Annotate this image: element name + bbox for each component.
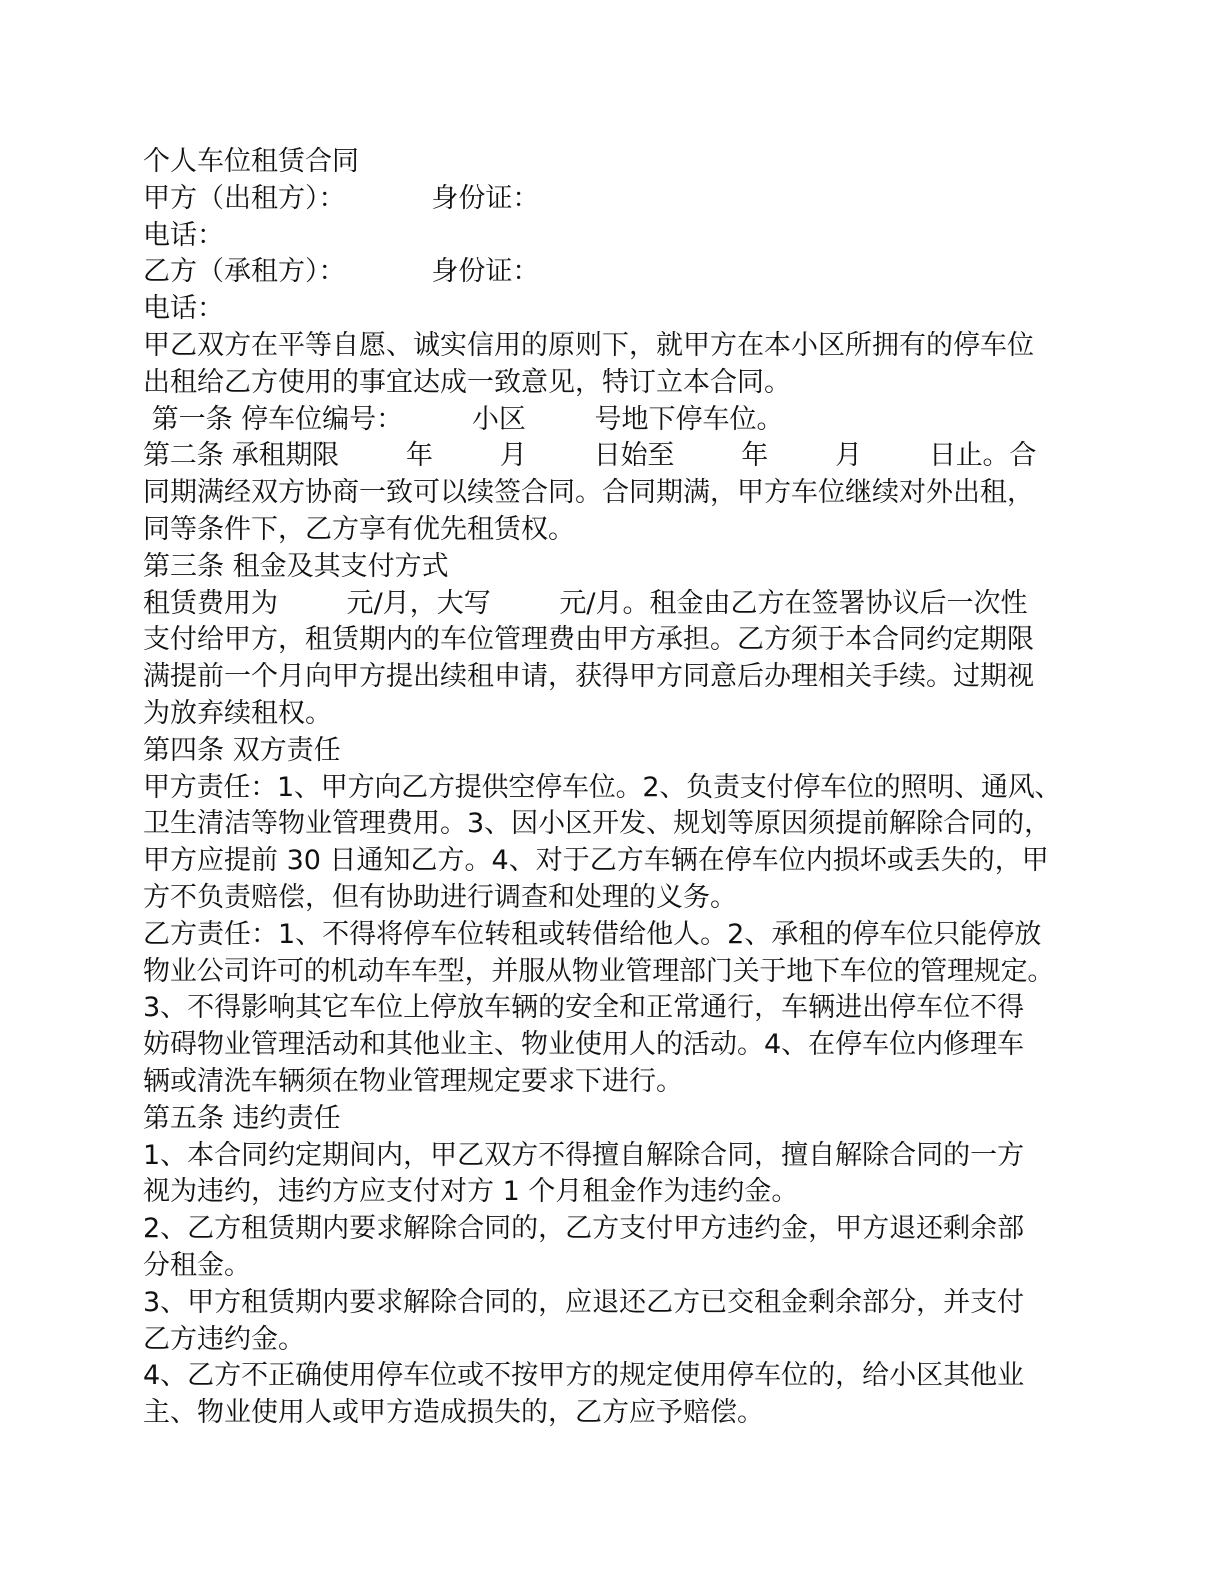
text-line: 1、本合同约定期间内，甲乙双方不得擅自解除合同，擅自解除合同的一方: [143, 1139, 1025, 1171]
text-line: 甲方（出租方）： 身份证：: [143, 182, 540, 214]
text-line: 乙方（承租方）： 身份证：: [143, 256, 540, 288]
text-line: 同等条件下，乙方享有优先租赁权。: [143, 513, 575, 545]
text-line: 电话：: [143, 293, 224, 325]
text-line: 第三条 租金及其支付方式: [143, 550, 449, 582]
contract-page: [143, 144, 1083, 1432]
text-line: 方不负责赔偿，但有协助进行调查和处理的义务。: [143, 881, 737, 913]
text-line: 租赁费用为 元/月，大写 元/月。租金由乙方在签署协议后一次性: [143, 587, 1028, 619]
text-line: 同期满经双方协商一致可以续签合同。合同期满，甲方车位继续对外出租，: [143, 477, 1034, 509]
document-title: 个人车位租赁合同: [143, 146, 359, 177]
text-line: 乙方责任：1、不得将停车位转租或转借给他人。2、承租的停车位只能停放: [143, 918, 1042, 950]
text-line: 第二条 承租期限 年 月 日始至 年 月 日止。合: [143, 440, 1037, 472]
text-line: 乙方违约金。: [143, 1323, 305, 1355]
text-line: 甲方责任：1、甲方向乙方提供空停车位。2、负责支付停车位的照明、通风、: [143, 771, 1062, 803]
text-line: 出租给乙方使用的事宜达成一致意见，特订立本合同。: [143, 366, 791, 398]
text-line: 满提前一个月向甲方提出续租申请，获得甲方同意后办理相关手续。过期视: [143, 661, 1034, 693]
text-line: 第四条 双方责任: [143, 734, 341, 766]
text-line: 辆或清洗车辆须在物业管理规定要求下进行。: [143, 1065, 683, 1097]
text-line: 主、物业使用人或甲方造成损失的，乙方应予赔偿。: [143, 1397, 764, 1429]
text-line: 支付给甲方，租赁期内的车位管理费由甲方承担。乙方须于本合同约定期限: [143, 624, 1034, 656]
text-line: 甲乙双方在平等自愿、诚实信用的原则下，就甲方在本小区所拥有的停车位: [143, 329, 1034, 361]
text-line: 卫生清洁等物业管理费用。3、因小区开发、规划等原因须提前解除合同的，: [143, 808, 1052, 840]
text-line: 3、不得影响其它车位上停放车辆的安全和正常通行，车辆进出停车位不得: [143, 992, 1025, 1024]
text-line: 2、乙方租赁期内要求解除合同的，乙方支付甲方违约金，甲方退还剩余部: [143, 1213, 1025, 1245]
text-line: 4、乙方不正确使用停车位或不按甲方的规定使用停车位的，给小区其他业: [143, 1360, 1025, 1392]
text-line: 电话：: [143, 219, 224, 251]
text-line: 物业公司许可的机动车车型，并服从物业管理部门关于地下车位的管理规定。: [143, 955, 1055, 987]
text-line: 视为违约，违约方应支付对方 1 个月租金作为违约金。: [143, 1176, 799, 1208]
text-line: 第五条 违约责任: [143, 1102, 341, 1134]
text-line: 3、甲方租赁期内要求解除合同的，应退还乙方已交租金剩余部分，并支付: [143, 1286, 1025, 1318]
text-line: 为放弃续租权。: [143, 697, 332, 729]
text-line: 妨碍物业管理活动和其他业主、物业使用人的活动。4、在停车位内修理车: [143, 1029, 1025, 1061]
text-line: 甲方应提前 30 日通知乙方。4、对于乙方车辆在停车位内损坏或丢失的，甲: [143, 845, 1049, 877]
text-line: 第一条 停车位编号： 小区 号地下停车位。: [143, 403, 784, 435]
text-line: 分租金。: [143, 1249, 251, 1281]
